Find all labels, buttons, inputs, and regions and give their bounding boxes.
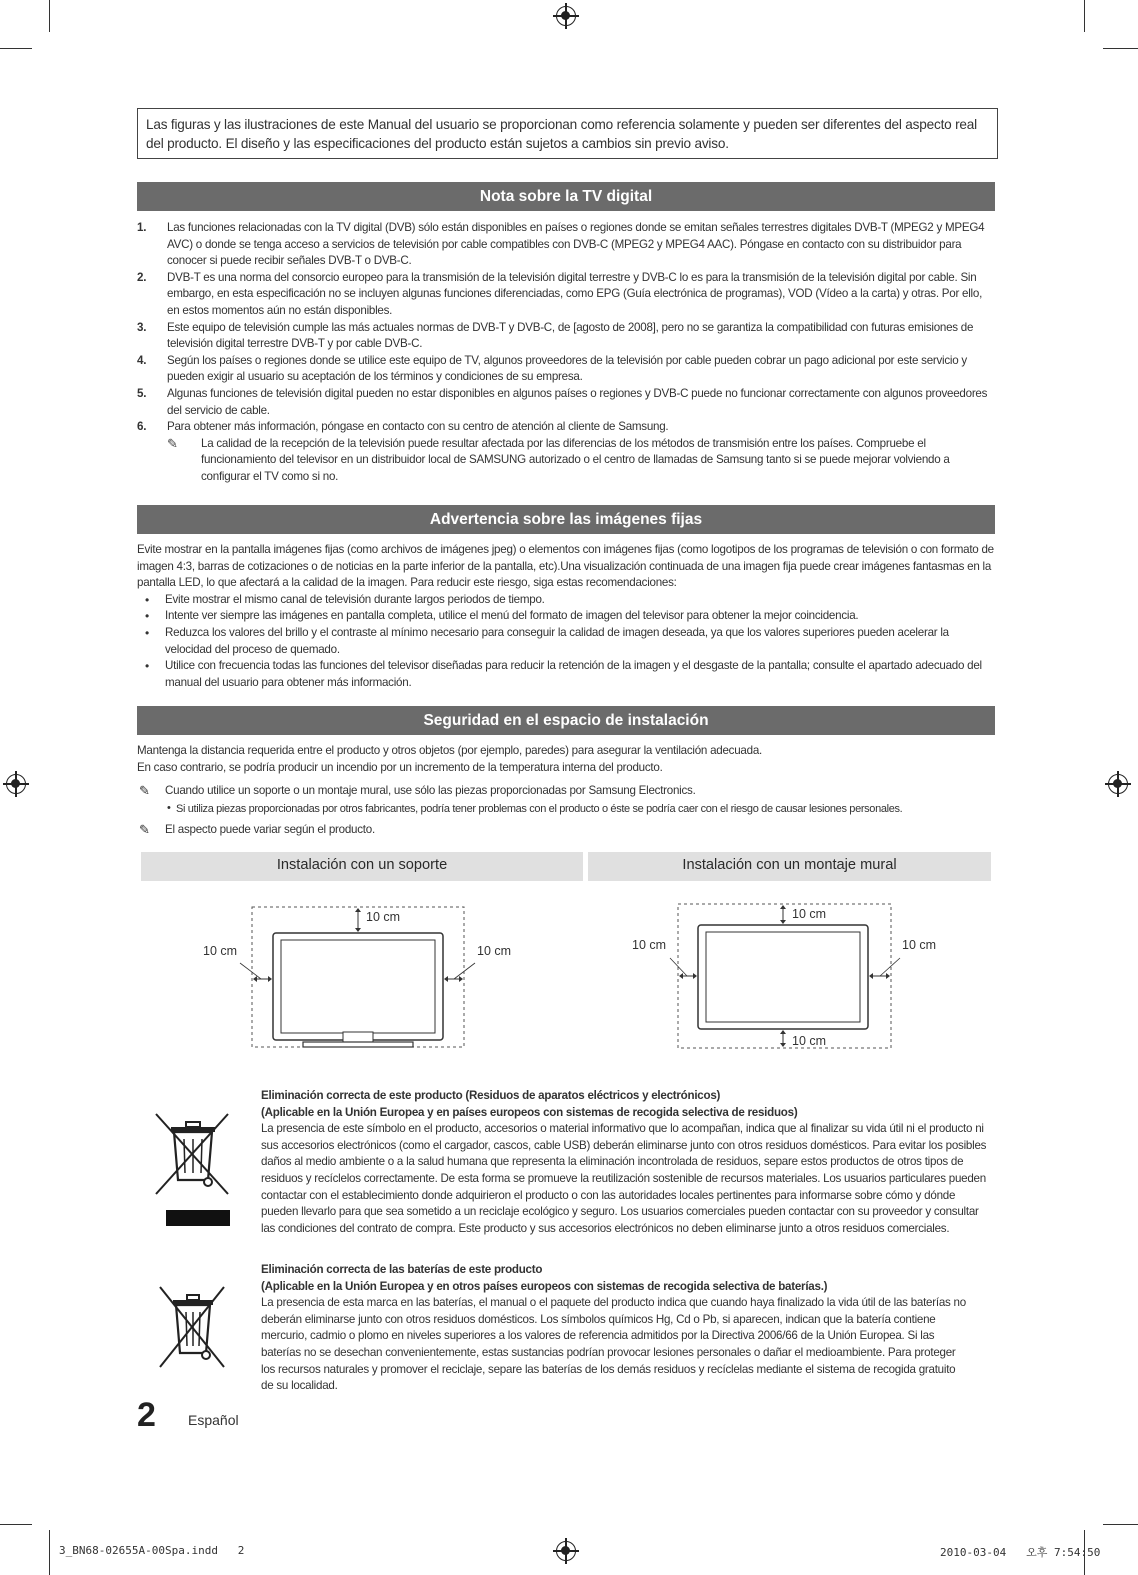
battery-text <box>261 1262 966 1395</box>
still-images-bullets <box>137 592 997 692</box>
weee-text <box>261 1088 991 1237</box>
list-item: 6. Para obtener más información, póngase en contacto con su centro de atención al cliente de Samsung. <box>137 420 669 434</box>
weee-title: Eliminación correcta de este producto (Residuos de aparatos eléctricos y electrónicos) <box>261 1089 721 1102</box>
list-item: • Utilice con frecuencia todas las funciones del televisor diseñadas para reducir la retención de la imagen y el desgaste de la pantalla; consulte el apartado adecuado del manual del usuario para obtener más información. <box>137 658 997 691</box>
crop-mark <box>49 1530 50 1575</box>
page-number: 2 <box>137 1396 156 1434</box>
battery-subtitle: (Aplicable en la Unión Europea y en otros países europeos con sistemas de recogida selectiva de baterías.) <box>261 1279 828 1293</box>
pencil-note-icon: ✎ <box>139 783 150 799</box>
footer-timestamp: 2010-03-04 오후 7:54:50 <box>940 1546 1101 1559</box>
footer-file-name: 3_BN68-02655A-00Spa.indd 2 <box>59 1544 245 1557</box>
still-images-body <box>137 542 997 691</box>
list-item: • Reduzca los valores del brillo y el contraste al mínimo necesario para conseguir la calidad de imagen deseada, ya que los valores superiores pueden acelerar la velocidad del proceso de quemado. <box>137 625 997 658</box>
list-item: • Intente ver siempre las imágenes en pantalla completa, utilice el menú del formato de imagen del televisor para obtener la mejor coincidencia. <box>137 608 997 625</box>
weee-body: La presencia de este símbolo en el producto, accesorios o material informativo que lo acompañan, indica que al finalizar su vida útil ni el producto ni sus accesorios electrónicos (como el cargador, cascos, cable USB) deberán eliminarse junto con otros residuos domésticos. Para evitar los posibles daños al medio ambiente o a la salud humana que representa la eliminación incontrolada de residuos, separe estos productos de otros tipos de residuos y recíclelos correctamente. De esta forma se promueve la reutilización sostenible de recursos materiales. Los usuarios particulares pueden contactar con el establecimiento donde adquirieron el producto o con las autoridades locales pertinentes para informarse sobre cómo y dónde pueden llevarlo para que sea sometido a un reciclaje ecológico y seguro. Los usuarios comerciales pueden contactar con su proveedor y consultar las condiciones del contrato de compra. Este producto y sus accesorios electrónicos no deben eliminarse junto a otros residuos comerciales. <box>261 1122 987 1235</box>
list-item: • Evite mostrar el mismo canal de televisión durante largos periodos de tiempo. <box>137 592 997 609</box>
registration-mark-icon <box>556 6 576 26</box>
distance-label-left: 10 cm <box>203 944 238 958</box>
reception-note: ✎ La calidad de la recepción de la televisión puede resultar afectada por las diferencias de los métodos de transmisión entre los países. Compruebe el funcionamiento del televisor en un distribuidor local de SAMSUNG autorizado o el centro de llamadas de Samsung tanto si se puede mejorar volviendo a configurar el TV como si no. <box>167 435 950 483</box>
registration-mark-icon <box>556 1541 576 1561</box>
pencil-note-icon: ✎ <box>139 822 150 838</box>
crossed-out-battery-bin-icon <box>152 1283 234 1375</box>
registration-mark-icon <box>6 774 26 794</box>
still-images-intro: Evite mostrar en la pantalla imágenes fijas (como archivos de imágenes jpeg) o elementos con imágenes fijas (como logotipos de los programas de televisión o con formato de imagen 4:3, barras de cotizaciones o de noticias en la parte inferior de la pantalla, etc).Una visualización continuada de una imagen fija puede crear imágenes fantasmas en la pantalla LED, lo que afectará a la calidad de la imagen. Para reducir este riesgo, siga estas recomendaciones: <box>137 543 994 590</box>
crop-mark <box>49 0 50 32</box>
list-item: 3. Este equipo de televisión cumple las más actuales normas de DVB-T y DVB-C, de [agosto de 2008], pero no se garantiza la compatibilidad con futuras emisiones de televisión digital terrestre DVB-T y por cable DVB-C. <box>137 320 974 351</box>
installation-line: En caso contrario, se podría producir un incendio por un incremento de la temperatura interna del producto. <box>137 760 663 774</box>
list-item: 5. Algunas funciones de televisión digital pueden no estar disponibles en algunos países o regiones y DVB-C puede no funcionar correctamente con algunos proveedores del servicio de cable. <box>137 386 988 417</box>
battery-body: La presencia de esta marca en las baterías, el manual o el paquete del producto indica que cuando haya finalizado la vida útil de las baterías no deberán eliminarse junto con otros residuos domésticos. Los símbolos químicos Hg, Cd o Pb, si aparecen, indican que la batería contiene mercurio, cadmio o plomo en niveles superiores a los valores de referencia admitidos por la Directiva 2006/66 de la Unión Europea. Si las baterías no se desechan convenientemente, estas sustancias podrían provocar lesiones personales o dañar el medioambiente. Para proteger los recursos naturales y promover el reciclaje, separe las baterías de los demás residuos y recíclelas mediante el sistema de recogida gratuito de su localidad. <box>261 1296 966 1393</box>
pencil-note-icon: ✎ <box>167 435 178 451</box>
distance-label-top: 10 cm <box>366 910 401 924</box>
distance-label-top: 10 cm <box>792 907 827 921</box>
crop-mark <box>0 48 32 49</box>
list-item: 4. Según los países o regiones donde se utilice este equipo de TV, algunos proveedores de la televisión por cable pueden cobrar un pago adicional por este servicio y pueden exigir al usuario su aceptación de los términos y condiciones de su empresa. <box>137 353 967 384</box>
crop-mark <box>0 1524 32 1525</box>
distance-label-bottom: 10 cm <box>792 1034 827 1048</box>
bullet-icon: • <box>167 801 171 814</box>
crossed-out-bin-icon <box>152 1110 234 1230</box>
digital-tv-list <box>137 220 997 486</box>
weee-subtitle: (Aplicable en la Unión Europea y en países europeos con sistemas de recogida selectiva de residuos) <box>261 1105 798 1119</box>
stand-installation-diagram <box>195 900 525 1050</box>
distance-label-right: 10 cm <box>902 938 937 952</box>
disclaimer-box: Las figuras y las ilustraciones de este Manual del usuario se proporcionan como referencia solamente y pueden ser diferentes del aspecto real del producto. El diseño y las especificaciones del producto están sujetos a cambios sin previo aviso. <box>137 108 998 159</box>
battery-title: Eliminación correcta de las baterías de este producto <box>261 1263 543 1276</box>
installation-line: Mantenga la distancia requerida entre el producto y otros objetos (por ejemplo, paredes) para asegurar la ventilación adecuada. <box>137 744 762 757</box>
section-header-digital-tv: Nota sobre la TV digital <box>137 182 995 211</box>
installation-note: ✎ Cuando utilice un soporte o un montaje mural, use sólo las piezas proporcionadas por Samsung Electronics. <box>139 783 696 799</box>
crop-mark <box>1084 0 1085 32</box>
installation-body <box>137 743 997 839</box>
distance-label-right: 10 cm <box>477 944 512 958</box>
list-item: 1. Las funciones relacionadas con la TV digital (DVB) sólo están disponibles en países o regiones donde se emitan señales terrestres digitales DVB-T (MPEG2 y MPEG4 AVC) o donde se tenga acceso a servicios de televisión por cable compatibles con DVB-C (MPEG2 y MPEG4 AAC). Póngase en contacto con su distribuidor para conocer si puede recibir señales DVB-T o DVB-C. <box>137 221 985 268</box>
registration-mark-icon <box>1108 774 1128 794</box>
installation-note: ✎ El aspecto puede variar según el producto. <box>139 822 375 838</box>
list-item: 2. DVB-T es una norma del consorcio europeo para la transmisión de la televisión digital terrestre y DVB-C lo es para la transmisión de la televisión digital por cable. Sin embargo, en esta especificación no se incluyen algunas funciones diferenciadas, como EPG (Guía electrónica de programas), VOD (Vídeo a la carta) y otras. Por ello, en estos momentos aún no están disponibles. <box>137 270 983 317</box>
crop-mark <box>1103 1524 1138 1525</box>
crop-mark <box>1103 48 1138 49</box>
stand-installation-header: Instalación con un soporte <box>141 852 583 881</box>
wall-installation-header: Instalación con un montaje mural <box>588 852 991 881</box>
section-header-installation: Seguridad en el espacio de instalación <box>137 706 995 735</box>
section-header-still-images: Advertencia sobre las imágenes fijas <box>137 505 995 534</box>
wall-installation-diagram <box>630 898 950 1053</box>
page-language: Español <box>188 1412 239 1428</box>
distance-label-left: 10 cm <box>632 938 667 952</box>
installation-bullet: • Si utiliza piezas proporcionadas por otros fabricantes, podría tener problemas con el producto o éste se podría caer con el riesgo de causar lesiones personales. <box>167 801 903 815</box>
